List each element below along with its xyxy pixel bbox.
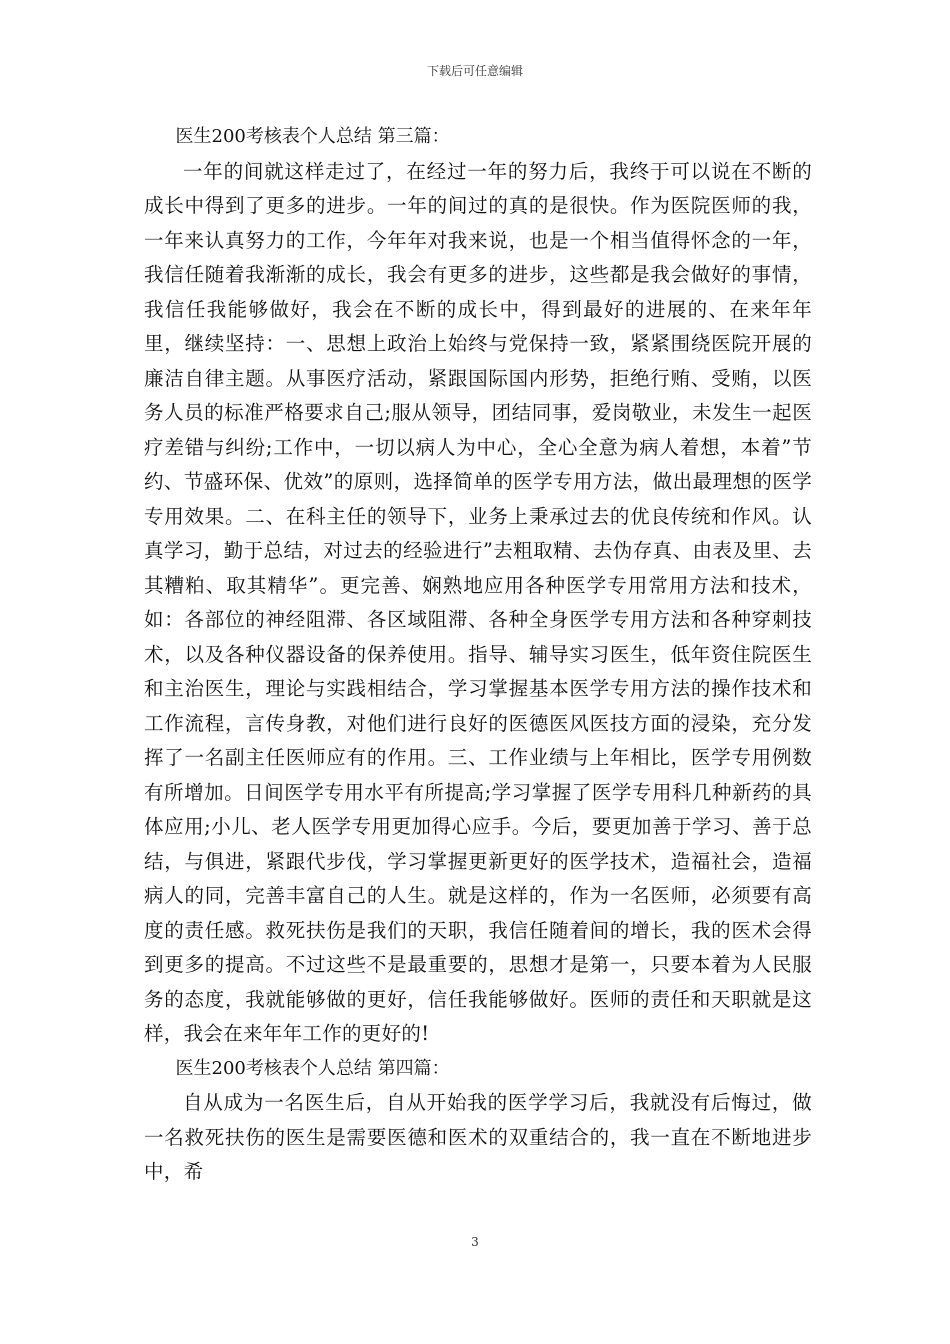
page-header: 下载后可任意编辑	[426, 64, 523, 78]
page-number: 3	[471, 1235, 479, 1249]
section-heading-3: 医生200考核表个人总结 第三篇：	[175, 126, 450, 147]
document-body	[144, 120, 812, 1190]
section-body-3: 一年的间就这样走过了，在经过一年的努力后，我终于可以说在不断的成长中得到了更多的进步。一年的间过的真的是很快。作为医院医师的我，一年来认真努力的工作，今年年对我来说，也是一个相当值得怀念的一年，我信任随着我渐渐的成长，我会有更多的进步，这些都是我会做好的事情，我信任我能够做好，我会在不断的成长中，得到最好的进展的、在来年年里，继续坚持：一、思想上政治上始终与党保持一致，紧紧围绕医院开展的廉洁自律主题。从事医疗活动，紧跟国际国内形势，拒绝行贿、受贿，以医务人员的标准严格要求自己;服从领导，团结同事，爱岗敬业，未发生一起医疗差错与纠纷;工作中，一切以病人为中心，全心全意为病人着想，本着”节约、节盛环保、优效”的原则，选择简单的医学专用方法，做出最理想的医学专用效果。二、在科主任的领导下，业务上秉承过去的优良传统和作风。认真学习，勤于总结，对过去的经验进行”去粗取精、去伪存真、由表及里、去其糟粕、取其精华”。更完善、娴熟地应用各种医学专用常用方法和技术，如：各部位的神经阻滞、各区域阻滞、各种全身医学专用方法和各种穿刺技术，以及各种仪器设备的保养使用。指导、辅导实习医生，低年资住院医生和主治医生，理论与实践相结合，学习掌握基本医学专用方法的操作技术和工作流程，言传身教，对他们进行良好的医德医风医技方面的浸染，充分发挥了一名副主任医师应有的作用。三、工作业绩与上年相比，医学专用例数有所增加。日间医学专用水平有所提高;学习掌握了医学专用科几种新药的具体应用;小儿、老人医学专用更加得心应手。今后，要更加善于学习、善于总结，与俱进，紧跟代步伐，学习掌握更新更好的医学技术，造福社会，造福病人的同，完善丰富自己的人生。就是这样的，作为一名医师，必须要有高度的责任感。救死扶伤是我们的天职，我信任随着间的增长，我的医术会得到更多的提高。不过这些不是最重要的，思想才是第一，只要本着为人民服务的态度，我就能够做的更好，信任我能够做好。医师的责任和天职就是这样，我会在来年年工作的更好的!	[144, 159, 812, 1045]
section-heading-4: 医生200考核表个人总结 第四篇：	[175, 1057, 450, 1079]
section-body-4: 自从成为一名医生后，自从开始我的医学学习后，我就没有后悔过，做一名救死扶伤的医生是需要医德和医术的双重结合的，我一直在不断地进步中，希	[144, 1091, 812, 1183]
